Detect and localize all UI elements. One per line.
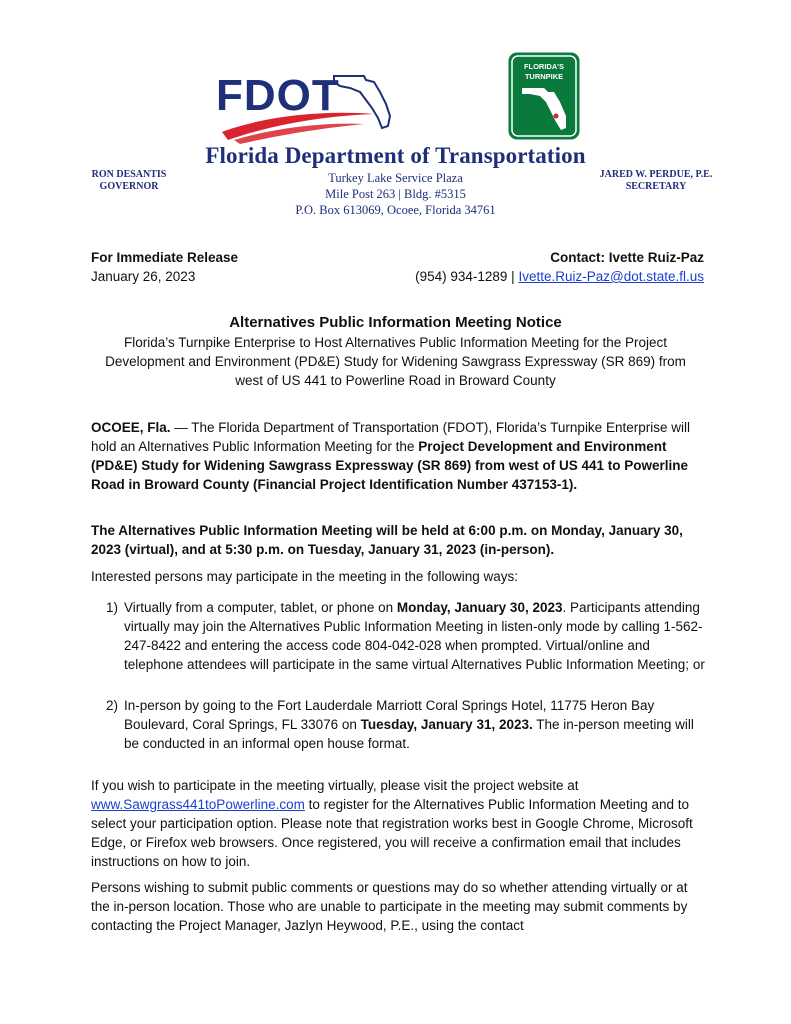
item-date: Tuesday, January 31, 2023. bbox=[360, 717, 533, 732]
release-date: January 26, 2023 bbox=[91, 269, 196, 284]
website-text: to register for the Alternatives Public Information Meeting and to select your participation option. Please note that registration works best in Google Chrome, Microsoft Edge, or Firefox web browsers. Once registered, you will receive a confirmation email that includes instructions on how to join. bbox=[91, 797, 693, 869]
governor-name: RON DESANTIS bbox=[91, 169, 167, 180]
contact-phone: (954) 934-1289 | bbox=[415, 269, 515, 284]
release-info bbox=[91, 248, 238, 286]
contact-email-link[interactable]: Ivette.Ruiz-Paz@dot.state.fl.us bbox=[518, 269, 704, 284]
address-line: P.O. Box 613069, Ocoee, Florida 34761 bbox=[295, 203, 496, 217]
item-text: In-person by going to the Fort Lauderdale Marriott Coral Springs Hotel, 11775 Heron Bay Boulevard, Coral Springs, FL 33076 on bbox=[124, 698, 655, 732]
paragraph-website bbox=[91, 776, 703, 871]
paragraph-comments: Persons wishing to submit public comments or questions may do so whether attending virtually or at the in-person location. Those who are unable to participate in the meeting may submit comments by contacting the Project Manager, Jazlyn Heywood, P.E., using the contact bbox=[91, 880, 688, 933]
governor-title: GOVERNOR bbox=[99, 181, 159, 192]
item-text: Virtually from a computer, tablet, or phone on bbox=[124, 600, 397, 615]
item-text: . Participants attending virtually may join the Alternatives Public Information Meeting in listen-only mode by calling 1-562-247-8422 and entering the access code 804-042-028 when prompted. Virtual/online and telephone attendees will participate in the same virtual Alternatives Public Information Meeting; or bbox=[124, 600, 705, 672]
notice-title: Alternatives Public Information Meeting Notice bbox=[229, 314, 562, 331]
website-text: If you wish to participate in the meeting virtually, please visit the project website at bbox=[91, 778, 579, 793]
project-website-link[interactable]: www.Sawgrass441toPowerline.com bbox=[91, 797, 305, 812]
dateline: OCOEE, Fla. bbox=[91, 420, 171, 435]
address-line: Turkey Lake Service Plaza bbox=[328, 171, 463, 185]
svg-text:TURNPIKE: TURNPIKE bbox=[524, 72, 564, 81]
paragraph-intro bbox=[91, 418, 703, 494]
item-text: The in-person meeting will be conducted in an informal open house format. bbox=[124, 717, 694, 751]
contact-label: Contact: Ivette Ruiz-Paz bbox=[550, 250, 704, 265]
list-number: 1) bbox=[106, 600, 119, 615]
list-item-text bbox=[124, 696, 706, 753]
fdot-logo bbox=[214, 70, 404, 146]
secretary-block bbox=[592, 169, 720, 193]
list-item-text bbox=[124, 598, 706, 674]
turnpike-logo bbox=[508, 52, 580, 140]
intro-text: — The Florida Department of Transportation (FDOT), Florida’s Turnpike Enterprise will hold an Alternatives Public Information Meeting for the bbox=[91, 420, 690, 454]
secretary-name: JARED W. PERDUE, P.E. bbox=[599, 169, 713, 180]
paragraph-meeting-times: The Alternatives Public Information Meeting will be held at 6:00 p.m. on Monday, January 30, 2023 (virtual), and at 5:30 p.m. on Tuesday, January 31, 2023 (in-person). bbox=[91, 523, 683, 557]
address-line: Mile Post 263 | Bldg. #5315 bbox=[325, 187, 466, 201]
contact-line bbox=[392, 267, 704, 286]
fdot-logo-text: FDOT bbox=[216, 71, 340, 120]
list-item bbox=[106, 598, 706, 674]
release-label: For Immediate Release bbox=[91, 250, 239, 265]
department-name: Florida Department of Transportation bbox=[205, 143, 586, 168]
list-number: 2) bbox=[106, 698, 119, 713]
notice-subtitle: Florida’s Turnpike Enterprise to Host Alternatives Public Information Meeting for the Project Development and Environment (PD&E) Study for Widening Sawgrass Expressway (SR 869) from west of US 441 to Powerline Road in Broward County bbox=[105, 335, 686, 388]
contact-info bbox=[392, 248, 704, 286]
item-date: Monday, January 30, 2023 bbox=[396, 600, 563, 615]
svg-text:FLORIDA'S: FLORIDA'S bbox=[523, 62, 565, 71]
secretary-title: SECRETARY bbox=[625, 181, 687, 192]
list-item bbox=[106, 696, 706, 753]
project-name: Project Development and Environment (PD&E) Study for Widening Sawgrass Expressway (SR 869) from west of US 441 to Powerline Road in Broward County (Financial Project Identification Number 437153-1). bbox=[91, 439, 689, 492]
paragraph-ways: Interested persons may participate in the meeting in the following ways: bbox=[91, 569, 518, 584]
